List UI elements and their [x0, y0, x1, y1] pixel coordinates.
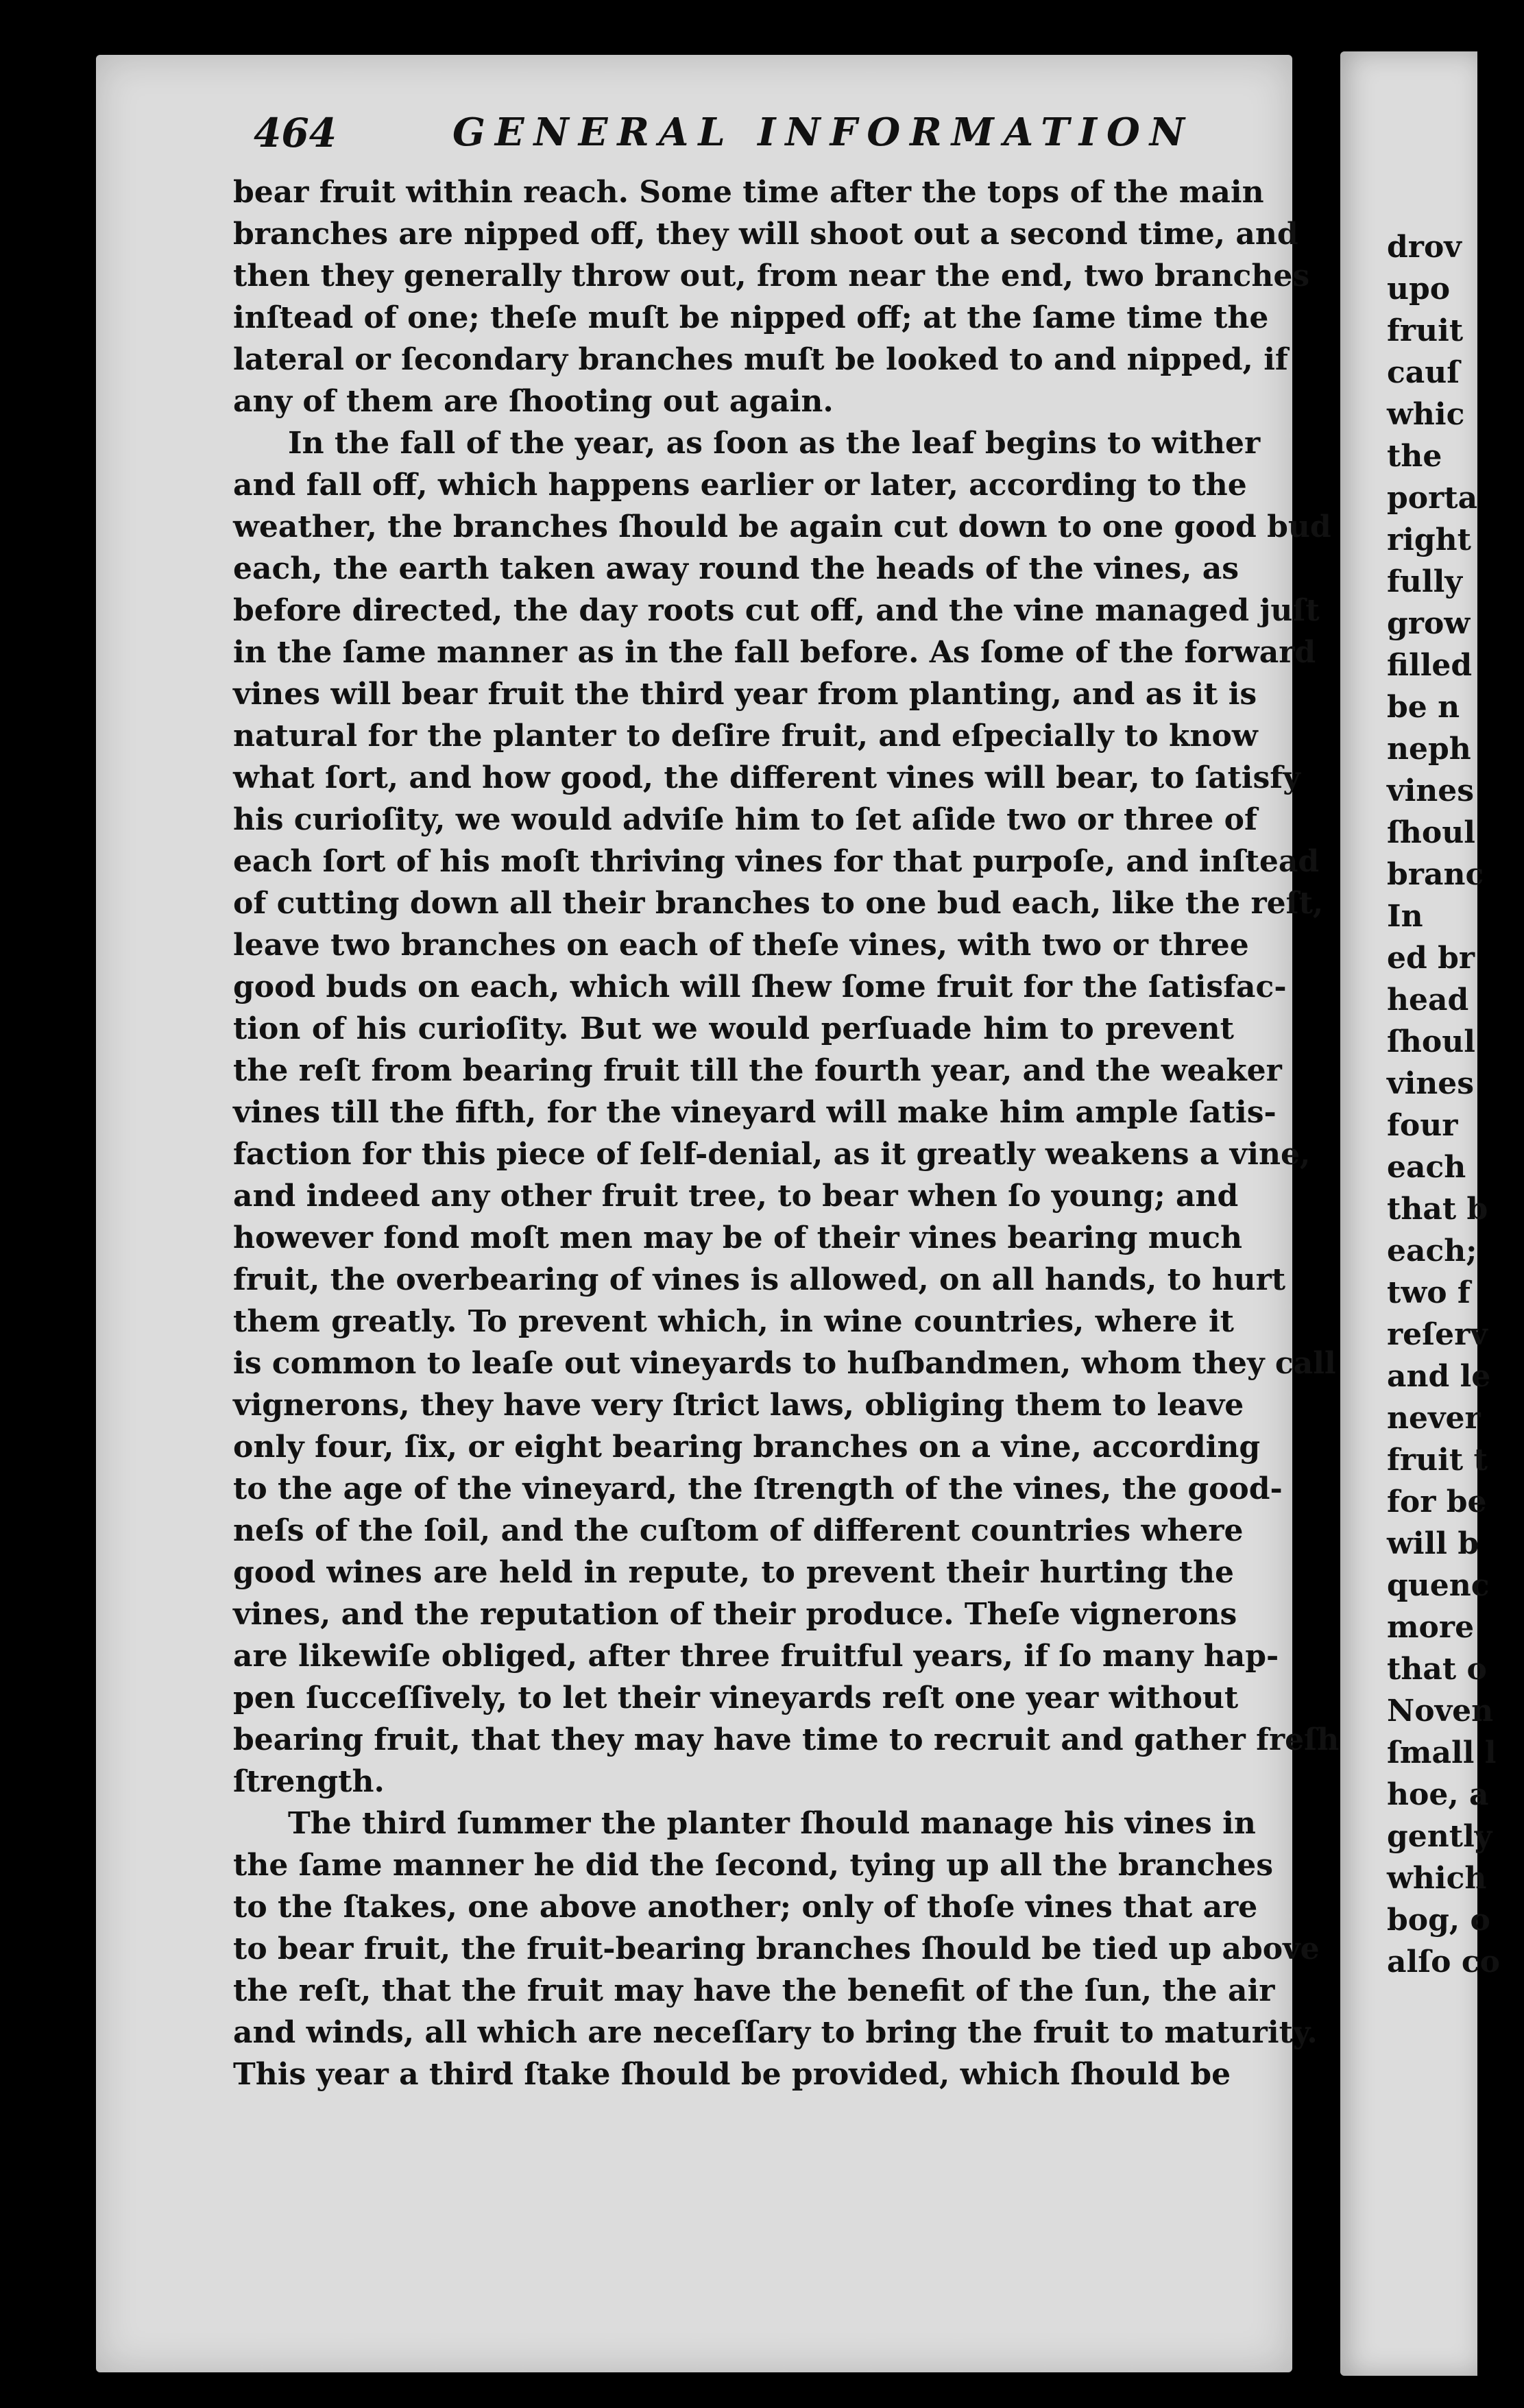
text-line: each, the earth taken away round the heads of the vines, as: [233, 551, 1239, 586]
facing-text-line: neph: [1387, 732, 1471, 767]
running-head: GENERAL INFORMATION: [452, 110, 1194, 155]
text-line: are likewiſe obliged, after three fruitful years, if ſo many hap-: [233, 1639, 1279, 1674]
facing-text-line: Noven: [1387, 1694, 1494, 1729]
text-line: branches are nipped off, they will shoot out a second time, and: [233, 217, 1298, 252]
text-line: vines will bear fruit the third year from planting, and as it is: [233, 677, 1257, 712]
text-line: The third ſummer the planter ſhould manage his vines in: [288, 1806, 1256, 1841]
text-line: and indeed any other fruit tree, to bear when ſo young; and: [233, 1179, 1239, 1214]
facing-text-line: filled: [1387, 648, 1473, 683]
text-line: in the ſame manner as in the fall before. As ſome of the forward: [233, 635, 1316, 670]
facing-text-line: which: [1387, 1861, 1487, 1896]
facing-text-line: grow: [1387, 606, 1471, 641]
text-line: and winds, all which are neceſſary to bring the fruit to maturity.: [233, 2015, 1318, 2050]
facing-text-line: each: [1387, 1150, 1466, 1185]
text-line: weather, the branches ſhould be again cut down to one good bud: [233, 509, 1331, 544]
facing-text-line: that b: [1387, 1192, 1488, 1227]
facing-text-line: fruit t: [1387, 1443, 1488, 1478]
facing-text-line: branc: [1387, 857, 1484, 892]
facing-text-line: fully: [1387, 564, 1462, 599]
facing-text-line: the: [1387, 439, 1442, 474]
facing-text-line: vines: [1387, 773, 1475, 808]
text-line: to the ſtakes, one above another; only of thoſe vines that are: [233, 1890, 1258, 1925]
facing-text-line: ed br: [1387, 941, 1475, 976]
text-line: the reſt from bearing fruit till the fourth year, and the weaker: [233, 1053, 1282, 1088]
facing-text-line: upo: [1387, 272, 1451, 306]
text-line: is common to leaſe out vineyards to huſbandmen, whom they call: [233, 1346, 1336, 1381]
text-line: only four, ſix, or eight bearing branches on a vine, according: [233, 1430, 1261, 1465]
facing-text-line: alſo co: [1387, 1945, 1500, 1979]
text-line: vignerons, they have very ſtrict laws, obliging them to leave: [233, 1388, 1244, 1423]
text-line: natural for the planter to deſire fruit, and eſpecially to know: [233, 719, 1258, 754]
text-line: what ſort, and how good, the different vines will bear, to ſatisfy: [233, 760, 1301, 795]
text-line: each ſort of his moſt thriving vines for that purpoſe, and inſtead: [233, 844, 1320, 879]
facing-text-line: bog, o: [1387, 1903, 1490, 1938]
facing-text-line: hoe, a: [1387, 1777, 1489, 1812]
facing-page: [1340, 51, 1500, 2376]
text-line: of cutting down all their branches to one bud each, like the reſt,: [233, 886, 1324, 921]
page-number: 464: [254, 110, 337, 156]
text-line: them greatly. To prevent which, in wine countries, where it: [233, 1304, 1234, 1339]
body-text: [233, 171, 1340, 2095]
text-line: tion of his curioſity. But we would perſuade him to prevent: [233, 1011, 1234, 1046]
text-line: vines till the fifth, for the vineyard will make him ample ſatis-: [233, 1095, 1277, 1130]
text-line: his curioſity, we would adviſe him to ſet aſide two or three of: [233, 802, 1257, 837]
facing-text-line: gently: [1387, 1819, 1492, 1854]
facing-text-line: and le: [1387, 1359, 1491, 1394]
text-line: good wines are held in repute, to prevent their hurting the: [233, 1555, 1234, 1590]
facing-text-line: In: [1387, 899, 1423, 934]
facing-text-line: will b: [1387, 1526, 1479, 1561]
facing-text-line: never: [1387, 1401, 1481, 1436]
text-line: This year a third ſtake ſhould be provided, which ſhould be: [233, 2057, 1231, 2092]
facing-text-line: cauſ: [1387, 355, 1460, 390]
text-line: bear fruit within reach. Some time after the tops of the main: [233, 175, 1264, 210]
facing-text-line: drov: [1387, 230, 1462, 265]
facing-text-line: right: [1387, 522, 1471, 557]
facing-page-text: [1387, 226, 1524, 1983]
text-line: then they generally throw out, from near the end, two branches: [233, 258, 1310, 293]
text-line: In the fall of the year, as ſoon as the leaf begins to wither: [288, 426, 1261, 461]
text-line: vines, and the reputation of their produce. Theſe vignerons: [233, 1597, 1237, 1632]
facing-text-line: that o: [1387, 1652, 1487, 1687]
facing-text-line: ſhoul: [1387, 1024, 1475, 1059]
facing-text-line: quenc: [1387, 1568, 1490, 1603]
text-line: faction for this piece of ſelf-denial, as it greatly weakens a vine,: [233, 1137, 1311, 1172]
facing-text-line: ſhoul: [1387, 815, 1475, 850]
text-line: however fond moſt men may be of their vines bearing much: [233, 1220, 1243, 1255]
facing-text-line: reſerv: [1387, 1317, 1488, 1352]
text-line: ſtrength.: [233, 1764, 385, 1799]
text-line: to the age of the vineyard, the ſtrength of the vines, the good-: [233, 1471, 1283, 1506]
facing-text-line: be n: [1387, 690, 1460, 725]
text-line: before directed, the day roots cut off, and the vine managed juſt: [233, 593, 1320, 628]
text-line: pen ſucceſſively, to let their vineyards reſt one year without: [233, 1681, 1239, 1715]
facing-text-line: fruit: [1387, 313, 1464, 348]
text-line: the ſame manner he did the ſecond, tying up all the branches: [233, 1848, 1274, 1883]
facing-text-line: four: [1387, 1108, 1458, 1143]
page-header: [254, 110, 1213, 165]
text-line: fruit, the overbearing of vines is allowed, on all hands, to hurt: [233, 1262, 1286, 1297]
text-line: to bear fruit, the fruit-bearing branches ſhould be tied up above: [233, 1931, 1320, 1966]
facing-text-line: porta: [1387, 481, 1478, 516]
facing-text-line: ſmall l: [1387, 1735, 1497, 1770]
text-line: bearing fruit, that they may have time to recruit and gather freſh: [233, 1722, 1340, 1757]
facing-text-line: each;: [1387, 1233, 1477, 1268]
text-line: and fall off, which happens earlier or later, according to the: [233, 468, 1247, 503]
facing-text-line: whic: [1387, 397, 1465, 432]
facing-text-line: more: [1387, 1610, 1475, 1645]
facing-text-line: two f: [1387, 1275, 1471, 1310]
facing-text-line: vines: [1387, 1066, 1475, 1101]
facing-text-line: head: [1387, 983, 1469, 1018]
text-line: lateral or ſecondary branches muſt be looked to and nipped, if: [233, 342, 1288, 377]
facing-text-line: for be: [1387, 1484, 1487, 1519]
text-line: any of them are ſhooting out again.: [233, 384, 834, 419]
text-line: leave two branches on each of theſe vines, with two or three: [233, 928, 1249, 963]
text-line: neſs of the ſoil, and the cuſtom of different countries where: [233, 1513, 1244, 1548]
text-line: the reſt, that the fruit may have the benefit of the ſun, the air: [233, 1973, 1275, 2008]
text-line: good buds on each, which will ſhew ſome fruit for the ſatisfac-: [233, 970, 1287, 1004]
text-line: inſtead of one; theſe muſt be nipped off; at the ſame time the: [233, 300, 1269, 335]
